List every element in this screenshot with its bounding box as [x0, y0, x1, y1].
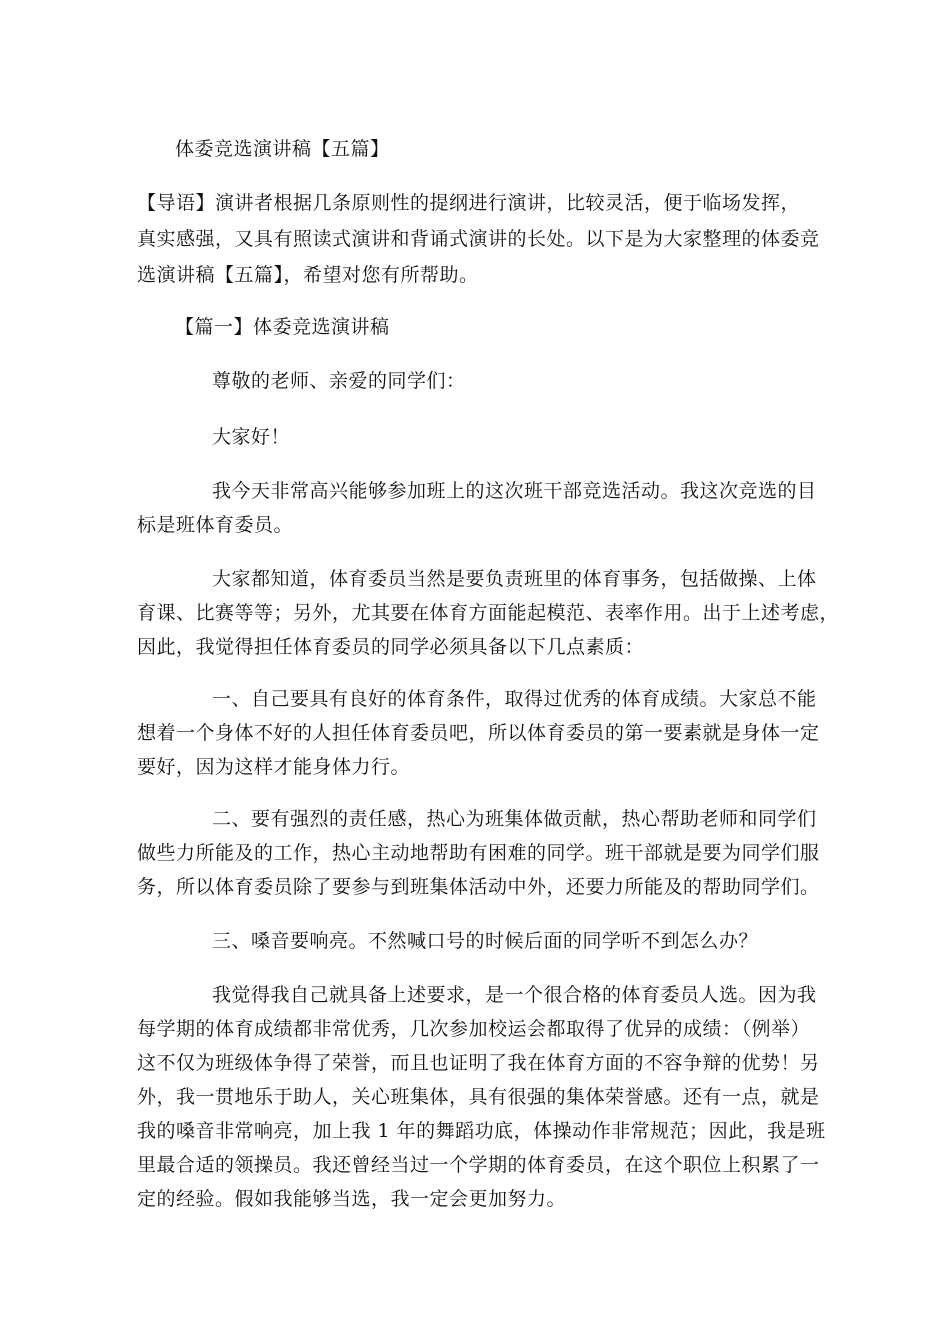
paragraph-line: 我的嗓音非常响亮，加上我 1 年的舞蹈功底，体操动作非常规范；因此，我是班 [137, 1120, 826, 1142]
intro-line: 真实感强，又具有照读式演讲和背诵式演讲的长处。以下是为大家整理的体委竞 [137, 228, 820, 250]
paragraph-line: 一、自己要具有良好的体育条件，取得过优秀的体育成绩。大家总不能 [212, 688, 817, 710]
paragraph-line: 务，所以体育委员除了要参与到班集体活动中外，还要力所能及的帮助同学们。 [137, 876, 820, 898]
paragraph-line: 要好，因为这样才能身体力行。 [137, 756, 411, 778]
intro-line: 选演讲稿【五篇】，希望对您有所帮助。 [137, 264, 479, 286]
paragraph-line: 每学期的体育成绩都非常优秀，几次参加校运会都取得了优异的成绩：（例举） [137, 1018, 811, 1040]
paragraph-line: 大家都知道，体育委员当然是要负责班里的体育事务，包括做操、上体 [212, 568, 817, 590]
paragraph-line: 我觉得我自己就具备上述要求，是一个很合格的体育委员人选。因为我 [212, 984, 817, 1006]
paragraph-line: 做些力所能及的工作，热心主动地帮助有困难的同学。班干部就是要为同学们服 [137, 842, 820, 864]
document-title: 体委竞选演讲稿【五篇】 [175, 138, 390, 160]
paragraph-line: 因此，我觉得担任体育委员的同学必须具备以下几点素质： [137, 636, 645, 658]
paragraph-line: 外，我一贯地乐于助人，关心班集体，具有很强的集体荣誉感。还有一点，就是 [137, 1086, 820, 1108]
paragraph-line: 二、要有强烈的责任感，热心为班集体做贡献，热心帮助老师和同学们 [212, 808, 817, 830]
paragraph-line: 想着一个身体不好的人担任体育委员吧，所以体育委员的第一要素就是身体一定 [137, 722, 820, 744]
greeting: 尊敬的老师、亲爱的同学们： [212, 370, 466, 392]
paragraph-line: 我今天非常高兴能够参加班上的这次班干部竞选活动。我这次竞选的目 [212, 480, 817, 502]
section-heading: 【篇一】体委竞选演讲稿 [175, 316, 390, 338]
hello: 大家好！ [212, 426, 291, 448]
paragraph-line: 标是班体育委员。 [137, 514, 294, 536]
intro-line: 【导语】演讲者根据几条原则性的提纲进行演讲，比较灵活，便于临场发挥， [137, 192, 801, 214]
paragraph-line: 这不仅为班级体争得了荣誉，而且也证明了我在体育方面的不容争辩的优势！另 [137, 1052, 820, 1074]
paragraph-line: 里最合适的领操员。我还曾经当过一个学期的体育委员，在这个职位上积累了一 [137, 1154, 820, 1176]
paragraph-line: 育课、比赛等等；另外，尤其要在体育方面能起模范、表率作用。出于上述考虑， [137, 602, 840, 624]
paragraph-line: 定的经验。假如我能够当选，我一定会更加努力。 [137, 1188, 567, 1210]
paragraph-line: 三、嗓音要响亮。不然喊口号的时候后面的同学听不到怎么办？ [212, 930, 759, 952]
